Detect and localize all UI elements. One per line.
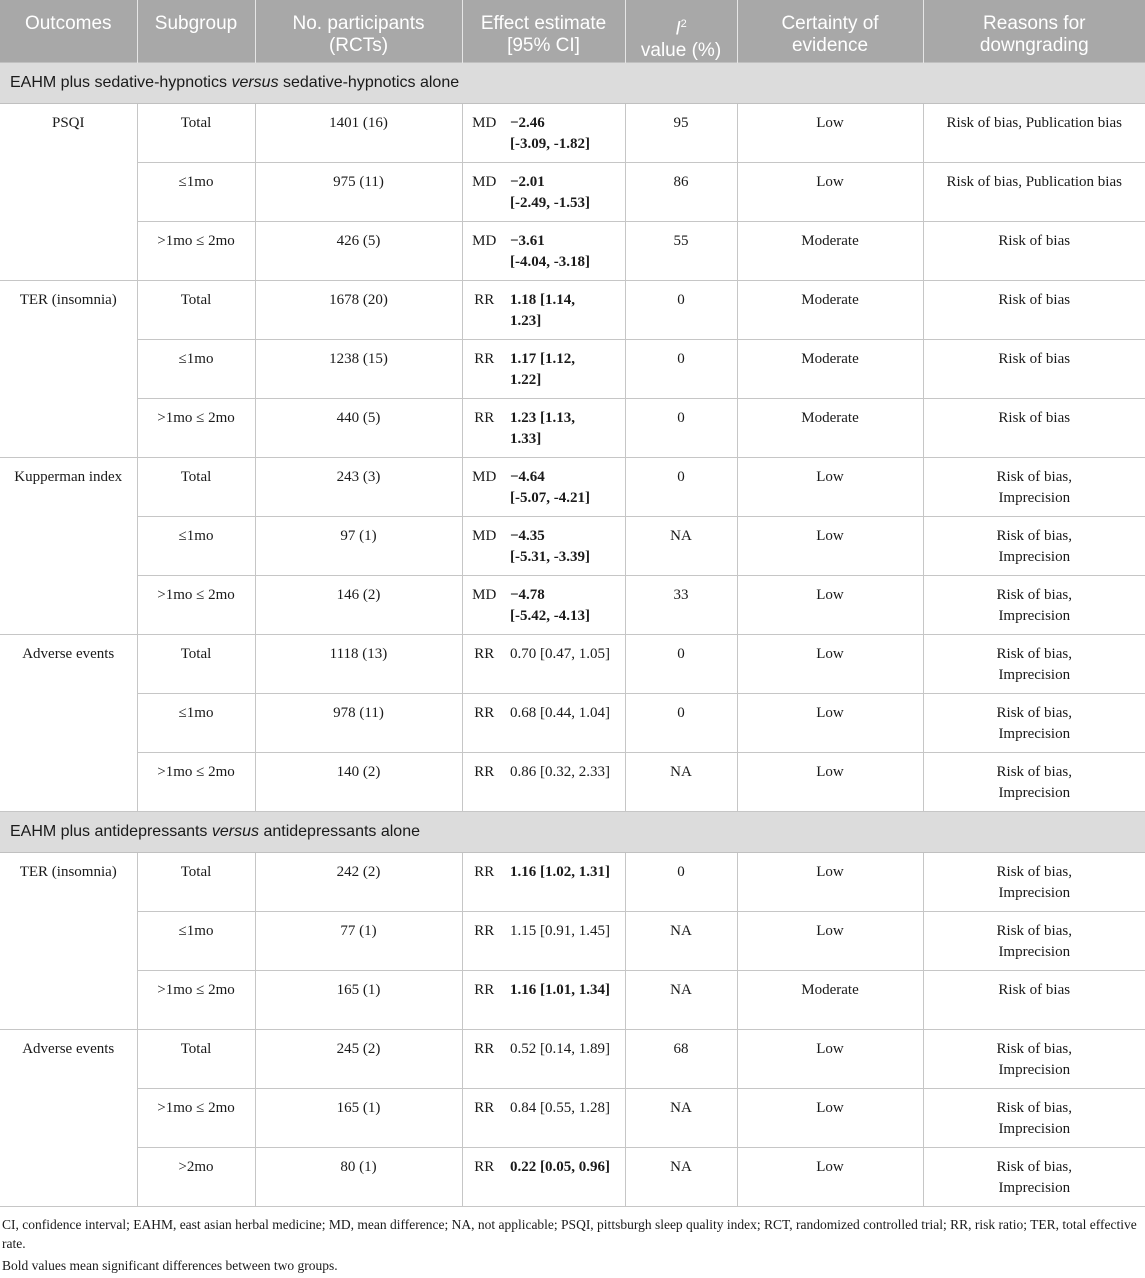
header-outcomes: Outcomes [0,0,137,63]
certainty-cell: Moderate [737,281,923,340]
footnote-bold-note: Bold values mean significant differences between two groups. [2,1258,338,1274]
subgroup-cell: >1mo ≤ 2mo [137,753,255,812]
reasons-cell: Risk of bias, Imprecision [923,1030,1145,1089]
table-row [0,163,1145,222]
table-row [0,517,1145,576]
subgroup-cell: ≤1mo [137,912,255,971]
reasons-cell: Risk of bias, Imprecision [923,576,1145,635]
effect-estimate-cell: 1.18 [1.14, 1.23] [506,281,625,340]
subgroup-cell: Total [137,458,255,517]
effect-type-cell: MD [462,163,506,222]
footnote-abbreviations: CI, confidence interval; EAHM, east asian herbal medicine; MD, mean difference; NA, not applicable; PSQI, pittsburgh sleep quality index; RCT, randomized controlled trial; RR, risk ratio; TER, total effective rate. [2,1217,1137,1252]
outcome-name: TER (insomnia) [0,281,137,458]
effect-type-cell: RR [462,753,506,812]
table-row [0,635,1145,694]
reasons-cell: Risk of bias, Imprecision [923,853,1145,912]
header-effect-estimate: Effect estimate [95% CI] [462,0,625,63]
participants-cell: 146 (2) [255,576,462,635]
effect-estimate-cell: 1.16 [1.02, 1.31] [506,853,625,912]
participants-cell: 140 (2) [255,753,462,812]
effect-estimate-cell: −2.01 [-2.49, -1.53] [506,163,625,222]
table-row [0,694,1145,753]
subgroup-cell: Total [137,104,255,163]
subgroup-cell: >1mo ≤ 2mo [137,971,255,1030]
participants-cell: 165 (1) [255,1089,462,1148]
reasons-cell: Risk of bias [923,340,1145,399]
effect-estimate-cell: 0.52 [0.14, 1.89] [506,1030,625,1089]
i2-cell: 55 [625,222,737,281]
reasons-cell: Risk of bias, Imprecision [923,1148,1145,1207]
effect-estimate-cell: 0.86 [0.32, 2.33] [506,753,625,812]
effect-type-cell: RR [462,1089,506,1148]
reasons-cell: Risk of bias, Imprecision [923,1089,1145,1148]
subgroup-cell: >1mo ≤ 2mo [137,1089,255,1148]
effect-estimate-cell: 1.15 [0.91, 1.45] [506,912,625,971]
effect-estimate-cell: −4.64 [-5.07, -4.21] [506,458,625,517]
subgroup-cell: >1mo ≤ 2mo [137,399,255,458]
effect-estimate-cell: 1.23 [1.13, 1.33] [506,399,625,458]
effect-estimate-cell: −3.61 [-4.04, -3.18] [506,222,625,281]
table-row [0,340,1145,399]
effect-type-cell: MD [462,104,506,163]
i2-cell: NA [625,753,737,812]
i2-cell: NA [625,1089,737,1148]
certainty-cell: Moderate [737,399,923,458]
outcome-name: Adverse events [0,635,137,812]
effect-type-cell: RR [462,912,506,971]
participants-cell: 1678 (20) [255,281,462,340]
participants-cell: 80 (1) [255,1148,462,1207]
reasons-cell: Risk of bias [923,222,1145,281]
effect-type-cell: RR [462,1030,506,1089]
table-row [0,399,1145,458]
subgroup-cell: Total [137,281,255,340]
table-row [0,1030,1145,1089]
reasons-cell: Risk of bias [923,971,1145,1030]
outcome-name: TER (insomnia) [0,853,137,1030]
participants-cell: 165 (1) [255,971,462,1030]
reasons-cell: Risk of bias [923,399,1145,458]
table-row [0,458,1145,517]
certainty-cell: Low [737,458,923,517]
certainty-cell: Low [737,1089,923,1148]
subgroup-cell: ≤1mo [137,694,255,753]
table-row [0,853,1145,912]
effect-estimate-cell: 0.84 [0.55, 1.28] [506,1089,625,1148]
table-header [0,0,1145,63]
table-row [0,222,1145,281]
participants-cell: 77 (1) [255,912,462,971]
i2-cell: NA [625,971,737,1030]
table-row [0,281,1145,340]
effect-estimate-cell: −2.46 [-3.09, -1.82] [506,104,625,163]
table-footnotes [0,1207,1145,1275]
effect-type-cell: RR [462,853,506,912]
header-subgroup: Subgroup [137,0,255,63]
i2-cell: 86 [625,163,737,222]
table-row [0,576,1145,635]
reasons-cell: Risk of bias, Publication bias [923,163,1145,222]
i2-cell: NA [625,912,737,971]
effect-type-cell: MD [462,576,506,635]
effect-type-cell: RR [462,635,506,694]
participants-cell: 1238 (15) [255,340,462,399]
participants-cell: 440 (5) [255,399,462,458]
section-title: EAHM plus antidepressants versus antidepressants alone [0,812,1145,853]
effect-type-cell: MD [462,222,506,281]
participants-cell: 1118 (13) [255,635,462,694]
outcome-name: PSQI [0,104,137,281]
header-i2: $I^2$ value (%) [625,0,737,63]
participants-cell: 975 (11) [255,163,462,222]
i2-cell: 95 [625,104,737,163]
certainty-cell: Low [737,753,923,812]
effect-estimate-cell: 0.70 [0.47, 1.05] [506,635,625,694]
effect-estimate-cell: 1.17 [1.12, 1.22] [506,340,625,399]
i2-cell: 33 [625,576,737,635]
reasons-cell: Risk of bias, Imprecision [923,753,1145,812]
participants-cell: 97 (1) [255,517,462,576]
i2-cell: 0 [625,853,737,912]
subgroup-cell: >1mo ≤ 2mo [137,222,255,281]
effect-estimate-cell: 0.68 [0.44, 1.04] [506,694,625,753]
reasons-cell: Risk of bias, Imprecision [923,635,1145,694]
subgroup-cell: >2mo [137,1148,255,1207]
participants-cell: 243 (3) [255,458,462,517]
effect-type-cell: RR [462,971,506,1030]
effect-type-cell: RR [462,340,506,399]
certainty-cell: Low [737,912,923,971]
table-body [0,63,1145,1207]
i2-cell: 68 [625,1030,737,1089]
section-row [0,812,1145,853]
certainty-cell: Moderate [737,222,923,281]
certainty-cell: Low [737,635,923,694]
certainty-cell: Low [737,1030,923,1089]
participants-cell: 245 (2) [255,1030,462,1089]
section-title: EAHM plus sedative-hypnotics versus sedative-hypnotics alone [0,63,1145,104]
participants-cell: 426 (5) [255,222,462,281]
table-row [0,753,1145,812]
table-row [0,1089,1145,1148]
outcome-name: Adverse events [0,1030,137,1207]
effect-type-cell: RR [462,694,506,753]
reasons-cell: Risk of bias [923,281,1145,340]
certainty-cell: Low [737,104,923,163]
effect-type-cell: RR [462,399,506,458]
subgroup-cell: Total [137,853,255,912]
i2-cell: 0 [625,340,737,399]
reasons-cell: Risk of bias, Imprecision [923,694,1145,753]
subgroup-cell: >1mo ≤ 2mo [137,576,255,635]
reasons-cell: Risk of bias, Publication bias [923,104,1145,163]
participants-cell: 1401 (16) [255,104,462,163]
subgroup-cell: Total [137,1030,255,1089]
effect-estimate-cell: −4.35 [-5.31, -3.39] [506,517,625,576]
header-row [0,0,1145,63]
effect-estimate-cell: 0.22 [0.05, 0.96] [506,1148,625,1207]
table-row [0,971,1145,1030]
i2-cell: NA [625,517,737,576]
outcome-name: Kupperman index [0,458,137,635]
header-certainty: Certainty of evidence [737,0,923,63]
subgroup-cell: ≤1mo [137,517,255,576]
certainty-cell: Low [737,517,923,576]
i2-cell: 0 [625,281,737,340]
effect-type-cell: MD [462,458,506,517]
subgroup-cell: Total [137,635,255,694]
effect-type-cell: RR [462,1148,506,1207]
reasons-cell: Risk of bias, Imprecision [923,912,1145,971]
effect-estimate-cell: −4.78 [-5.42, -4.13] [506,576,625,635]
certainty-cell: Moderate [737,340,923,399]
table-row [0,1148,1145,1207]
reasons-cell: Risk of bias, Imprecision [923,517,1145,576]
certainty-cell: Low [737,163,923,222]
section-row [0,63,1145,104]
participants-cell: 978 (11) [255,694,462,753]
certainty-cell: Low [737,1148,923,1207]
i2-cell: 0 [625,458,737,517]
certainty-cell: Low [737,576,923,635]
subgroup-cell: ≤1mo [137,163,255,222]
certainty-cell: Low [737,694,923,753]
certainty-cell: Low [737,853,923,912]
i2-cell: NA [625,1148,737,1207]
header-participants: No. participants (RCTs) [255,0,462,63]
reasons-cell: Risk of bias, Imprecision [923,458,1145,517]
i2-cell: 0 [625,694,737,753]
effect-estimate-cell: 1.16 [1.01, 1.34] [506,971,625,1030]
participants-cell: 242 (2) [255,853,462,912]
effect-type-cell: MD [462,517,506,576]
table-row [0,912,1145,971]
effect-type-cell: RR [462,281,506,340]
subgroup-cell: ≤1mo [137,340,255,399]
header-reasons: Reasons for downgrading [923,0,1145,63]
i2-cell: 0 [625,635,737,694]
certainty-cell: Moderate [737,971,923,1030]
table-row [0,104,1145,163]
i2-cell: 0 [625,399,737,458]
